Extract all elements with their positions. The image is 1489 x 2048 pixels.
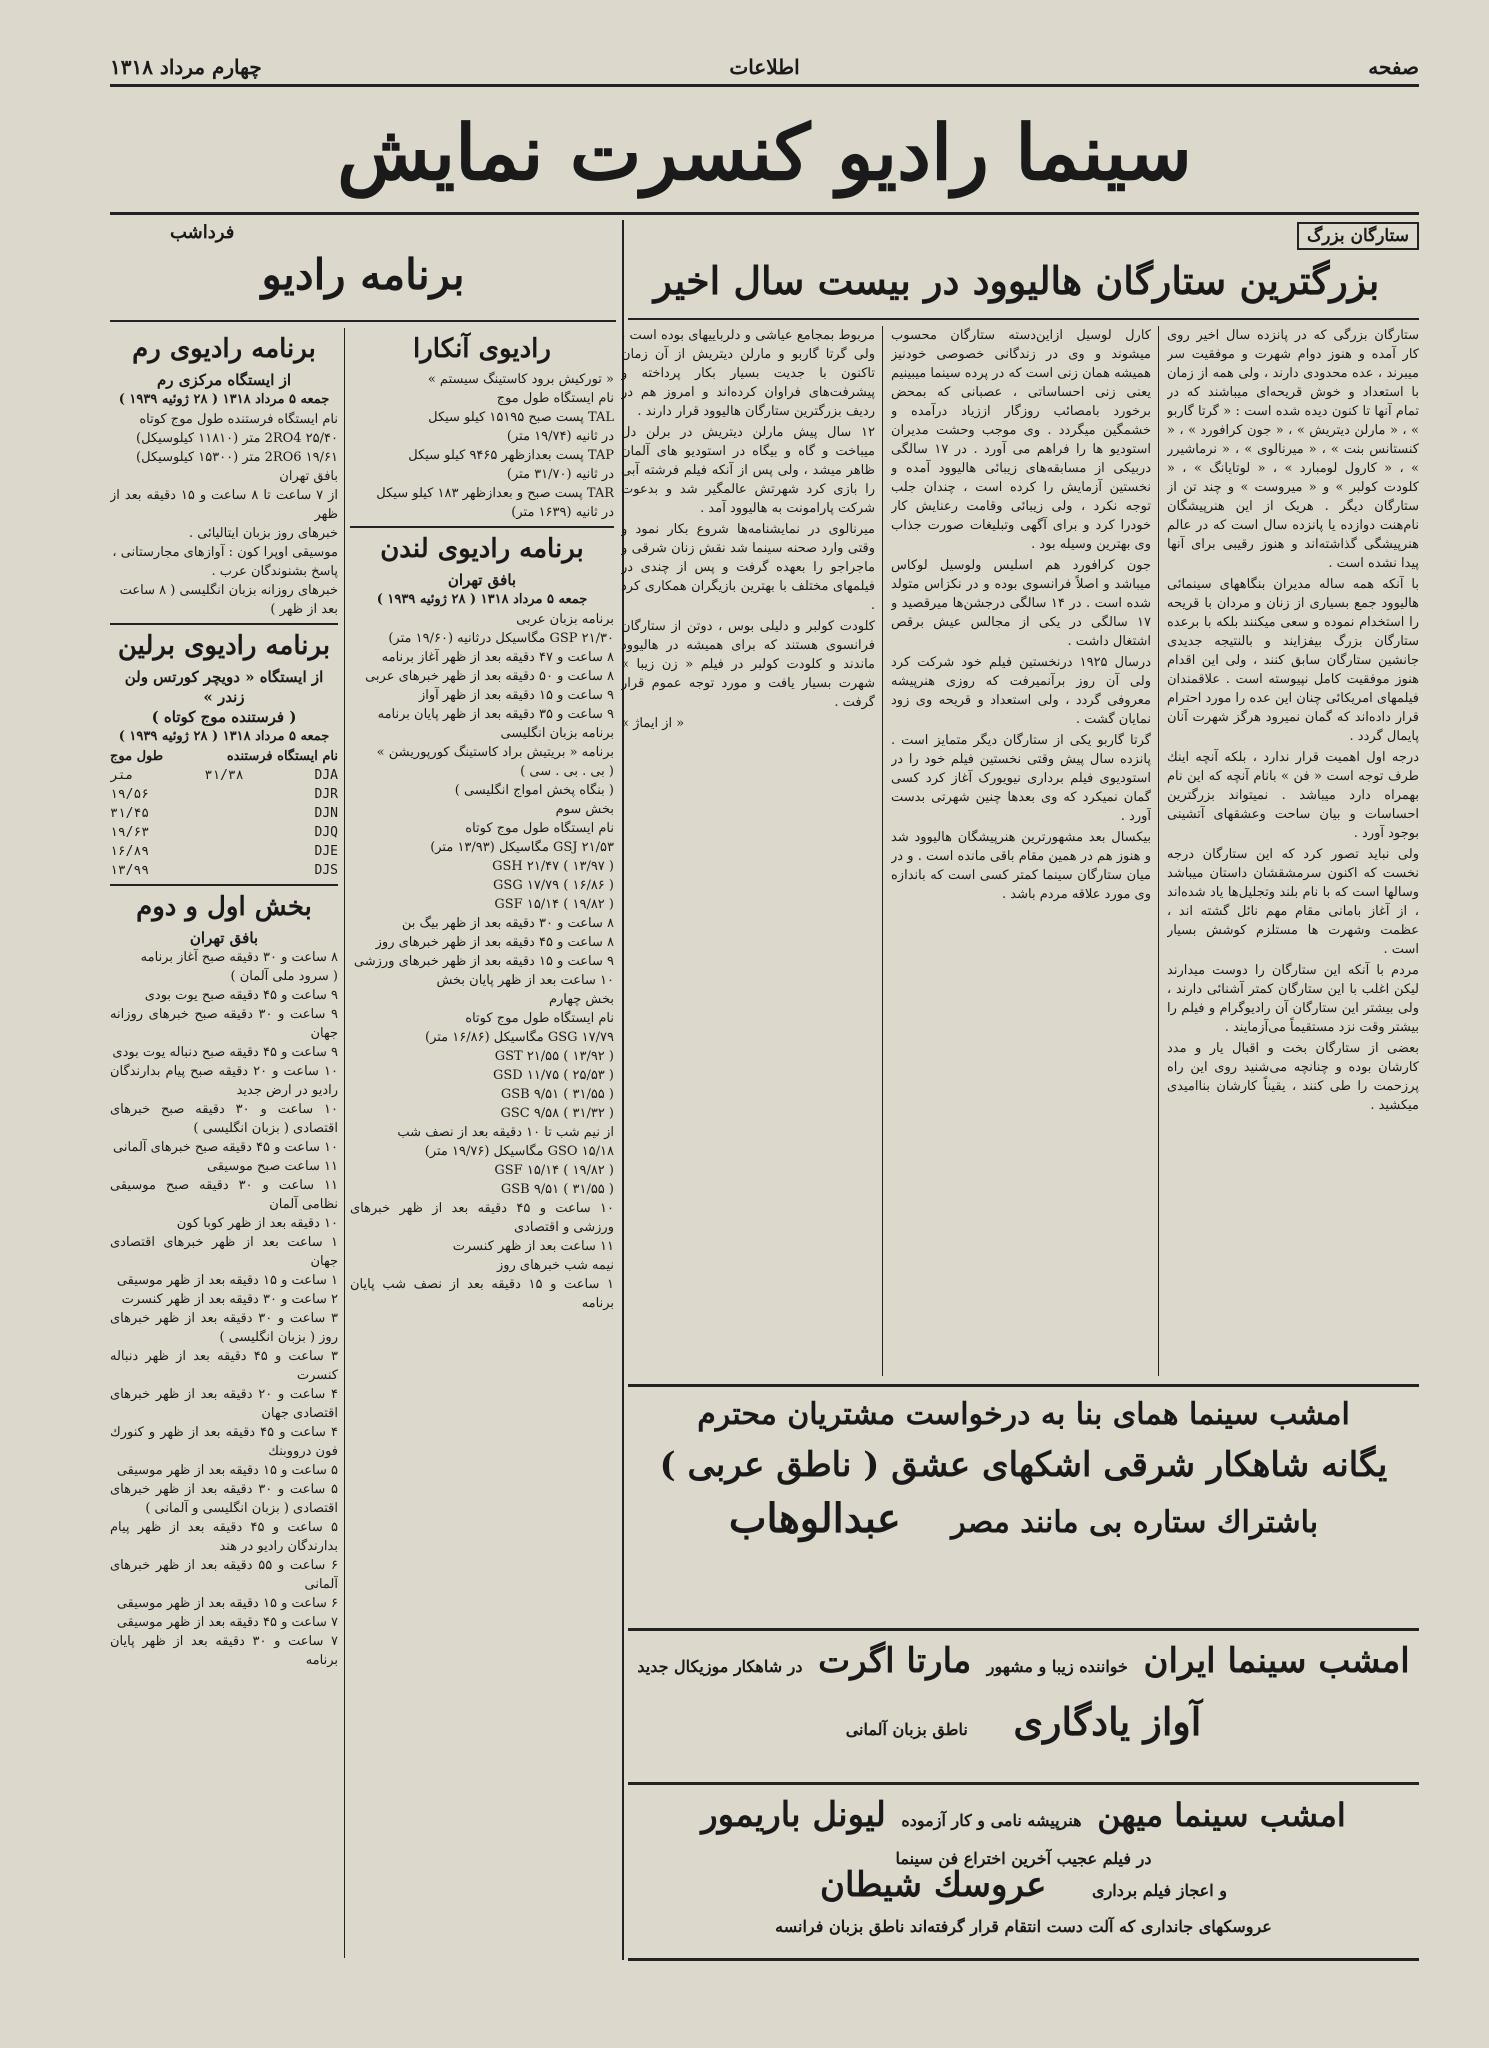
masthead: سینما رادیو کنسرت نمایش [337,108,1192,197]
mihan-ad-line: در فیلم عجیب آخرین اختراع فن سینما [895,1849,1152,1868]
program-line: ۸ ساعت و ۵۰ دقیقه بعد از ظهر خبرهای عربی [365,669,614,684]
stars-paragraph: بیکسال بعد مشهورترین هنرپیشگان هالیوود شد و هنوز هم در همین مقام باقی مانده است . و در میان ستارگان سینما کمتر کسی است که باندازه وی مورد علاقه مردم باشد . [891,830,1151,902]
program-line: موسیقی اوپرا کون : آوازهای مجارستانی ، [112,545,338,560]
station-code: DJR [314,787,338,802]
stars-paragraph: کارل لوسیل ازاین‌دسته ستارگان محسوب میشوند و وی در زندگانی خصوصی خودنیز همیشه همان زنی است که در پرده سینما میبینیم یعنی زنی احساساتی ، عصبانی که بمحض برخورد بامصائب روزگار اززیاد درآمده و خشمگین میگردد . وی موجب وحشت مدیران استودیو ها را فراهم می آورد . در ۱۷ سالگی دربیکی از مسابقه‌های زیبائی هالیوود آمده و نخستین آزمایش را کرده است ، چندان جلب توجه نکرد ، ولی زیبائی وقامت رعنایش کار خودرا کرد و برای آگهی وتبلیغات صورت جذاب وی بهترین وسیله بود . [891,328,1151,552]
berlin-head-station: نام ایستگاه فرستنده [226,749,338,764]
stars-col-rule [882,326,883,1376]
program-line: ۹ ساعت و ۳۰ دقیقه صبح خبرهای روزانه جهان [110,1007,338,1041]
stars-paragraph: مربوط بمجامع عیاشی و دلرباییهای بوده است ، ولی گرتا گاربو و مارلن دیتریش از آن زمان تاکنون با جدیت بسیار بکار پرداخته و پیشرفت‌های فراوان کرده‌اند و امروز هم در ردیف بزرگترین ستارگان هالیوود قرار دارند . [621,328,875,419]
program-line: ۵ ساعت و ۱۵ دقیقه بعد از ظهر موسیقی [116,1463,338,1478]
stars-paragraph: بعضی از ستارگان بخت و اقبال یار و مدد کارشان بوده و چنانچه می‌شنید روی این راه پرزحمت را طی کنند ، یقیناً کارشان بناامیدی میکشید . [1167,1041,1419,1113]
homa-ad-star: عبدالوهاب [728,1495,901,1542]
radio-tonight: فرداشب [170,222,235,243]
stars-headline-rule [628,318,1419,320]
ankara-lines [350,370,614,522]
stars-paragraph: ۱۲ سال پیش مارلن دیتریش در برلن دل میباخت و گاه و بیگاه در استودیو های آلمان ظاهر میشد ، ولی پس از آنکه فیلم فرشته آبی را بازی کرد شهرتش عالمگیر شد و بدعوت شرکت پارامونت به هالیوود آمد . [621,425,875,516]
stars-headline: بزرگترین ستارگان هالیوود در بیست سال اخیر [653,258,1380,303]
program-line: برنامه بزبان انگلیسی [500,726,614,741]
program-line: ۸ ساعت و ۴۷ دقیقه بعد از ظهر آغاز برنامه [381,650,614,665]
program-line: GSO ۱۵/۱۸ مگاسیکل (۱۹/۷۶ متر) [424,1144,614,1159]
program-line: ۱۰ ساعت بعد از ظهر پایان بخش [436,973,614,988]
ads-top-rule [628,1384,1419,1387]
top-bar [110,55,1419,81]
program-line: ۱۱ ساعت صبح موسیقی [206,1159,338,1174]
mihan-ad-film: عروسك شیطان [820,1865,1047,1905]
rome-lines [110,410,338,619]
radio-header [110,222,616,312]
program-line: ۵ ساعت و ۴۵ دقیقه بعد از ظهر پیام بدارندگان رادیو در هند [110,1520,338,1554]
program-line: ۹ ساعت و ۴۵ دقیقه صبح دنباله یوت بودی [112,1045,338,1060]
program-line: ۱۰ ساعت و ۲۰ دقیقه صبح پیام بدارندگان رادیو در ارض جدید [110,1064,338,1098]
program-line: GST ۲۱/۵۵ ( ۱۳/۹۲ ) [494,1049,614,1064]
part12-lines [110,948,338,1670]
program-line: ۵ ساعت و ۳۰ دقیقه بعد از ظهر خبرهای اقتصادی ( بزبان انگلیسی و آلمانی ) [110,1482,338,1516]
wavelength: ۳۱/۳۸ [204,768,244,783]
program-line: ۱۰ ساعت و ۳۰ دقیقه صبح خبرهای اقتصادی ( بزبان انگلیسی ) [110,1102,338,1136]
program-line: بافق تهران [279,469,338,484]
wavelength: ۳۱/۴۵ [110,806,150,821]
program-line: نیمه شب خبرهای روز [496,1258,614,1273]
program-line: GSG ۱۷/۷۹ ( ۱۶/۸۶ ) [493,878,614,893]
berlin-sub: از ایستگاه « دویچر کورتس ولن زندر » [124,668,324,706]
program-line: برنامه « بریتیش براد کاستینگ کورپوریشن » [376,745,614,760]
program-line: ۱ ساعت بعد از ظهر خبرهای اقتصادی جهان [110,1235,338,1269]
program-line: GSH ۲۱/۴۷ ( ۱۳/۹۷ ) [492,859,614,874]
separator [350,526,614,528]
homa-ad-film: یگانه شاهکار شرقی اشکهای عشق ( ناطق عربی ) [659,1445,1388,1485]
program-line: ۹ ساعت و ۱۵ دقیقه بعد از ظهر خبرهای ورزشی [353,954,614,969]
homa-ad [628,1392,1419,1622]
program-line: ۴ ساعت و ۲۰ دقیقه بعد از ظهر خبرهای اقتصادی جهان [110,1387,338,1421]
program-line: برنامه بزبان عربی [516,612,614,627]
iran-ad-film: آواز یادگاری [1013,1699,1202,1744]
program-line: GSG ۱۷/۷۹ مگاسیکل (۱۶/۸۶ متر) [425,1030,614,1045]
program-line: GSP ۲۱/۳۰ مگاسیکل درثانیه (۱۹/۶۰ متر) [388,631,614,646]
program-line: « تورکیش برود کاستینگ سیستم » [427,372,614,387]
radio-header-rule [110,320,616,322]
program-line: بخش سوم [555,802,614,817]
berlin-row [110,785,338,804]
program-line: 2RO6 ۱۹/۶۱ متر (۱۵۳۰۰ کیلوسیکل) [136,450,338,465]
program-line: خبرهای روزانه بزبان انگلیسی ( ۸ ساعت [119,583,338,598]
iran-ad-title: امشب سینما ایران [1143,1641,1410,1681]
program-line: GSC ۹/۵۸ ( ۳۱/۳۲ ) [500,1106,614,1121]
ads-mid-rule-2 [628,1782,1419,1785]
program-line: TAL پست صبح ۱۵۱۹۵ کیلو سیکل [428,410,614,425]
london-date: جمعه ۵ مرداد ۱۳۱۸ ( ۲۸ ژوئیه ۱۹۳۹ ) [376,592,588,607]
program-line: ۶ ساعت و ۱۵ دقیقه بعد از ظهر موسیقی [116,1596,338,1611]
program-line: ۹ ساعت و ۱۵ دقیقه بعد از ظهر آواز [418,688,614,703]
program-line: GSB ۹/۵۱ ( ۳۱/۵۵ ) [500,1087,614,1102]
mihan-ad-star: لیونل باریمور [701,1795,886,1835]
program-line: از نیم شب تا ۱۰ دقیقه بعد از نصف شب [397,1125,614,1140]
program-line: ۹ ساعت و ۴۵ دقیقه صبح یوت بودی [144,988,338,1003]
masthead-rule [110,212,1419,215]
program-line: GSF ۱۵/۱۴ ( ۱۹/۸۲ ) [494,897,614,912]
rome-title: برنامه رادیوی رم [132,334,316,364]
program-line: در ثانیه (۱۶۳۹ متر) [511,505,614,520]
program-line: ۸ ساعت و ۳۰ دقیقه صبح آغاز برنامه [140,950,338,965]
paper-name: اطلاعات [729,55,800,79]
program-line: ۱۱ ساعت بعد از ظهر کنسرت [452,1239,614,1254]
ads-mid-rule [628,1628,1419,1631]
mihan-ad-footer: عروسکهای جانداری که آلت دست انتقام قرار گرفته‌اند ناطق بزبان فرانسه [775,1917,1272,1936]
berlin-table-head [110,747,338,766]
berlin-row [110,861,338,880]
radio-col-rule [344,328,345,1958]
separator [110,884,338,886]
program-line: ۷ ساعت و ۳۰ دقیقه بعد از ظهر پایان برنامه [110,1634,338,1668]
berlin-table [110,766,338,880]
program-line: ۱۰ ساعت و ۴۵ دقیقه صبح خبرهای آلمانی [113,1140,338,1155]
london-sub: بافق تهران [447,571,517,589]
mihan-ad-line: هنرپیشه نامی و کار آزموده [901,1811,1082,1830]
program-line: TAR پست صبح و بعدازظهر ۱۸۳ کیلو سیکل [376,486,614,501]
wavelength: ۱۳/۹۹ [110,863,150,878]
stars-paragraph: ولی نباید تصور کرد که این ستارگان درجه نخست که اکنون سرمشقشان داستان میباشد وسالها است که با نام بلند وتجلیل‌ها یاد شده‌اند ، از آغاز بامانی مقام مهم نائل گشته اند ، عظمت وشهرت ها مستلزم کوشش بسیار است . [1167,847,1419,957]
program-line: ۶ ساعت و ۵۵ دقیقه بعد از ظهر خبرهای آلمانی [110,1558,338,1592]
program-line: GSF ۱۵/۱۴ ( ۱۹/۸۲ ) [494,1163,614,1178]
stars-paragraph: درسال ۱۹۲۵ درنخستین فیلم خود شرکت کرد ولی آن روز برآنمیرفت که روزی هنرپیشه معروفی گردد ، ولی استعداد و قریحه وی زود نمایان گشت . [891,655,1151,727]
program-line: ۸ ساعت و ۳۰ دقیقه بعد از ظهر بیگ بن [401,916,614,931]
program-line: نام ایستگاه طول موج کوتاه [465,821,614,836]
stars-col-rule [1158,326,1159,1376]
stars-col-1 [1167,326,1419,1376]
program-line: در ثانیه (۳۱/۷۰ متر) [506,467,614,482]
iran-ad-line: خواننده زیبا و مشهور [986,1657,1128,1676]
mihan-ad-title: امشب سینما میهن [1097,1796,1346,1834]
program-line: ۱ ساعت و ۱۵ دقیقه بعد از نصف شب پایان برنامه [350,1277,614,1311]
iran-ad [628,1636,1419,1776]
ankara-title: رادیوی آنکارا [413,334,551,364]
stars-signature: « از ایماژ » [621,716,685,731]
program-line: ( بی . بی . سی ) [520,764,614,779]
mihan-ad-line: و اعجاز فیلم برداری [1092,1881,1227,1900]
program-line: GSB ۹/۵۱ ( ۳۱/۵۵ ) [500,1182,614,1197]
program-line: بعد از ظهر ) [270,602,338,617]
top-rule [110,84,1419,87]
part12-title: بخش اول و دوم [136,892,312,922]
station-code: DJA [314,768,338,783]
berlin-row [110,823,338,842]
program-line: ( بنگاه پخش امواج انگلیسی ) [454,783,614,798]
rome-sub: از ایستگاه مرکزی رم [156,371,292,389]
stars-paragraph: گرتا گاربو یکی از ستارگان دیگر متمایز است . پانزده سال پیش وقتی نخستین فیلم خود را در استودیوی فیلم برداری نیویورک آغاز کرد کسی گمان نمیکرد که وی بعدها چنین شهرتی بدست آورد . [891,733,1151,824]
berlin-title: برنامه رادیوی برلین [117,631,331,661]
program-line: ۴ ساعت و ۴۵ دقیقه بعد از ظهر و کنورك فون درووبنك [110,1425,338,1459]
iran-ad-star: مارتا اگرت [818,1641,972,1681]
stars-paragraph: ستارگان بزرگی که در پانزده سال اخیر روی کار آمده و هنوز دوام شهرت و موفقیت سر میبرند ، عده محدودی دارند ، ولی همه از زمان با استعداد و خوش قریحه‌ای میباشند که در تمام آنها تا کنون دیده شده است : « گرتا گاربو » ، « مارلن دیتریش » ، « جون کرافورد » ، « کنستانس بنت » ، « میرنالوی » ، « نرماشیرر » ، « کارول لومبارد » ، « لوتایانگ » ، « کلودت کولبر » و « میروست » و چند تن از ستارگان دیگر . هریک از این هنرپیشگان نام‌هنت دوازده یا پانزده سال است که در عالم هنرپیشگی گذاشته‌اند و هنوز رقیبی برای آنها پیدا نشده است . [1167,328,1419,571]
page-label: صفحه [1368,55,1419,79]
program-line: ۳ ساعت و ۴۵ دقیقه بعد از ظهر دنباله کنسرت [110,1349,338,1383]
rome-date: جمعه ۵ مرداد ۱۳۱۸ ( ۲۸ ژوئیه ۱۹۳۹ ) [118,392,330,407]
radio-col-left [110,328,338,1958]
program-line: GSD ۱۱/۷۵ ( ۲۵/۵۳ ) [492,1068,614,1083]
program-line: نام ایستگاه فرستنده طول موج کوتاه [139,412,338,427]
program-line: ( سرود ملی آلمان ) [230,969,338,984]
part12-sub: بافق تهران [189,929,259,947]
wavelength-unit: متر [110,768,134,783]
issue-date: چهارم مرداد ۱۳۱۸ [110,55,262,79]
radio-col-right [350,328,614,1958]
wavelength: ۱۶/۸۹ [110,844,150,859]
stars-paragraph: کلودت کولبر و دلیلی بوس ، دوتن از ستارگان فرانسوی هستند که برای همیشه در هالیوود ماندند و کلودت کولبر در فیلم « زن زیبا » شهرت بسیار یافت و مورد توجه عموم قرار گرفت . [621,619,875,710]
berlin-head-wave: طول موج [110,749,164,764]
london-lines [350,610,614,1313]
stars-paragraph: جون کرافورد هم اسلیس ولوسیل لوکاس میباشد و اصلاً فرانسوی بوده و در نکزاس متولد شده است . در ۱۴ سالگی درجشن‌ها میرقصید و ۱۷ سالگی در یکی از مجالس عیش برقص اشتغال داشت . [891,558,1151,649]
program-line: ۷ ساعت و ۴۵ دقیقه بعد از ظهر موسیقی [116,1615,338,1630]
wavelength: ۱۹/۶۳ [110,825,150,840]
program-line: ۱۰ ساعت و ۴۵ دقیقه بعد از ظهر خبرهای ورزشی و اقتصادی [350,1201,614,1235]
homa-ad-line: امشب سینما همای بنا به درخواست مشتریان محترم [697,1397,1350,1432]
program-line: GSJ ۲۱/۵۳ مگاسیکل (۱۳/۹۳ متر) [430,840,614,855]
program-line: نام ایستگاه طول موج [496,391,614,406]
homa-ad-line: باشتراك ستاره بی مانند مصر [951,1505,1319,1540]
stars-col-3 [621,326,875,1376]
program-line: ۱ ساعت و ۱۵ دقیقه بعد از ظهر موسیقی [116,1273,338,1288]
program-line: پاسخ بشنوندگان عرب . [211,564,338,579]
stars-paragraph: مردم با آنکه این ستارگان را دوست میدارند لیکن اغلب با این ستارگان کمتر آشنائی دارند ، ولی بیشتر این ستارگان آن رادیوگرام و فیلم را بیشتر وقت نزد مستقیماً می‌آزمایند . [1167,963,1419,1035]
iran-ad-lang: ناطق بزبان آلمانی [845,1720,968,1739]
wavelength: ۱۹/۵۶ [110,787,150,802]
program-line: TAP پست بعدازظهر ۹۴۶۵ کیلو سیکل [408,448,614,463]
station-code: DJS [314,863,338,878]
iran-ad-line: در شاهکار موزیکال جدید [637,1657,803,1676]
stars-paragraph: با آنکه همه ساله مدیران بنگاههای سینمائی هالیوود جمع بسیاری از زنان و مردان با قریحه را استخدام نموده و سعی میکنند بلکه با برعده ستارگان بزرگ بیفزایند و بالنتیجه جدیدی جانشین ستارگان سابق کنند ، ولی این اقدام هنوز موفقیت کامل نپیوسته است . علاقمندان فیلمهای امریکائی چنان این عده را مورد احترام قرار داده‌اند که گمان نمیرود هرگز شهرت آنان پایمال گردد . [1167,577,1419,744]
stars-tag-text: ستارگان بزرگ [1297,222,1419,250]
stars-paragraph: درجه اول اهمیت قرار ندارد ، بلکه آنچه اینك طرف توجه است « فن » بانام آنچه که این نام بهمراه دارد میباشد . نمیتواند بزرگترین احساسات و بیان ساحت وعشقهای آتشینی بوجود آورد . [1167,750,1419,841]
berlin-row [110,842,338,861]
ads-bottom-rule [628,1958,1419,1961]
station-code: DJQ [314,825,338,840]
program-line: ۱۱ ساعت و ۳۰ دقیقه صبح موسیقی نظامی آلمان [110,1178,338,1212]
program-line: نام ایستگاه طول موج کوتاه [465,1011,614,1026]
radio-title: برنامه رادیو [261,250,465,299]
program-line: بخش چهارم [548,992,614,1007]
stars-paragraph: میرنالوی در نمایشنامه‌ها شروع بکار نمود و وقتی وارد صحنه سینما شد نقش زنان شرقی و ماجراجو را بعهده گرفت و پس از چندی در فیلمهای مختلف با بهترین بازیگران همکاری کرد . [621,522,875,613]
berlin-date: جمعه ۵ مرداد ۱۳۱۸ ( ۲۸ ژوئیه ۱۹۳۹ ) [118,729,330,744]
stars-col-2 [891,326,1151,1376]
program-line: ۳ ساعت و ۳۰ دقیقه بعد از ظهر خبرهای روز ( بزبان انگلیسی ) [110,1311,338,1345]
mihan-ad [628,1790,1419,1960]
berlin-sub: ( فرستنده موج کوتاه ) [151,708,297,726]
program-line: در ثانیه (۱۹/۷۴ متر) [506,429,614,444]
program-line: ۲ ساعت و ۳۰ دقیقه بعد از ظهر کنسرت [121,1292,338,1307]
station-code: DJN [314,806,338,821]
london-title: برنامه رادیوی لندن [380,534,584,564]
program-line: ۸ ساعت و ۴۵ دقیقه بعد از ظهر خبرهای روز [375,935,614,950]
berlin-row [110,766,338,785]
berlin-row [110,804,338,823]
stars-tag [1297,222,1419,250]
program-line: 2RO4 ۲۵/۴۰ متر (۱۱۸۱۰ کیلوسیکل) [136,431,338,446]
program-line: از ۷ ساعت تا ۸ ساعت و ۱۵ دقیقه بعد از ظهر [110,488,338,522]
separator [110,623,338,625]
program-line: ۹ ساعت و ۳۵ دقیقه بعد از ظهر پایان برنامه [377,707,614,722]
program-line: ۱۰ دقیقه بعد از ظهر کوبا کون [176,1216,338,1231]
stars-header [614,220,1419,310]
program-line: خبرهای روز بزبان ایتالیائی . [189,526,338,541]
station-code: DJE [314,844,338,859]
